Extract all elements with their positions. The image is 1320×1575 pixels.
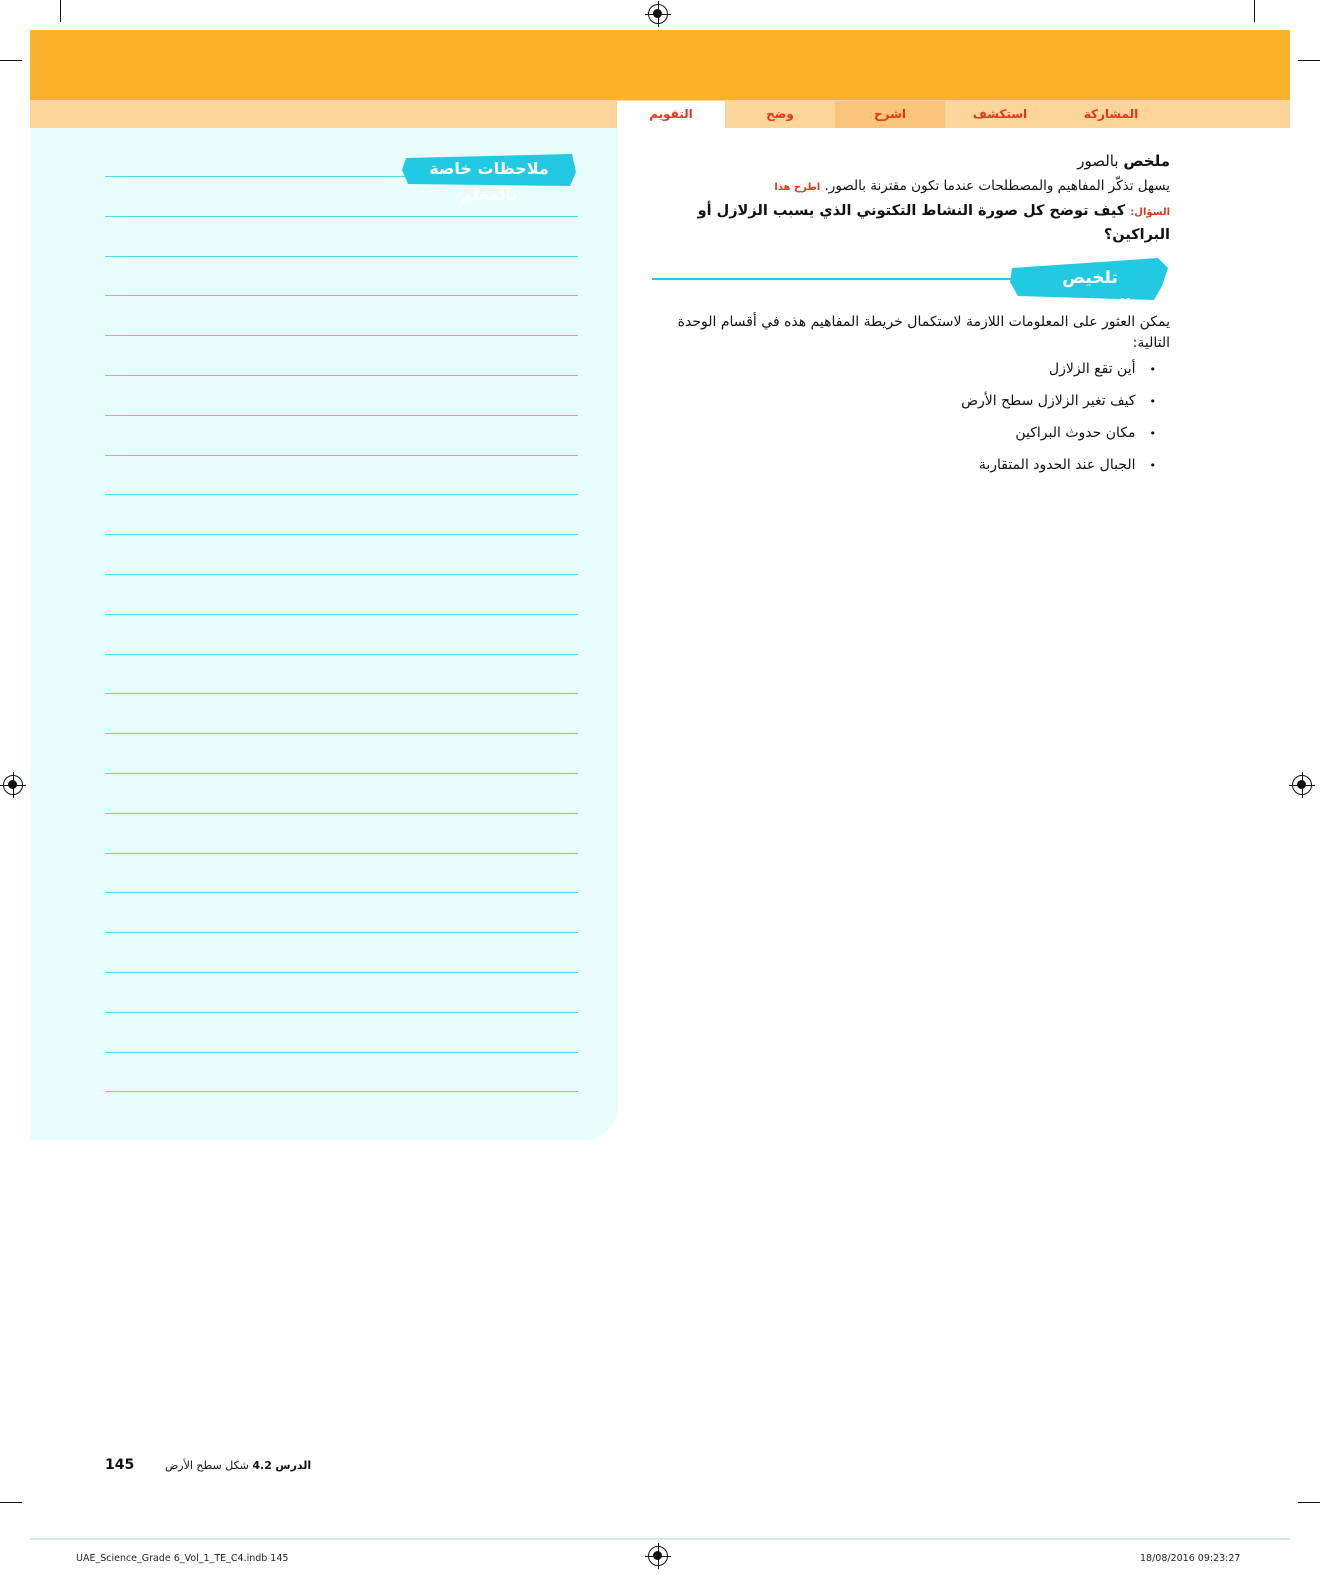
note-line — [105, 733, 578, 734]
note-line — [105, 693, 578, 694]
header-band — [30, 30, 1290, 102]
list-item — [650, 452, 1156, 484]
note-line — [105, 574, 578, 575]
list-item-text: أين تقع الزلازل — [1048, 361, 1136, 377]
crop-mark — [0, 60, 22, 61]
lesson-label: الدرس — [275, 1459, 312, 1472]
summary-section — [650, 150, 1170, 246]
check-list — [650, 356, 1156, 484]
say-aloud-label: اطرح هذا — [774, 182, 821, 193]
list-item — [650, 356, 1156, 388]
tab-elaborate[interactable]: اشرح — [835, 101, 945, 128]
registration-mark-icon — [1292, 775, 1312, 795]
section-rule — [652, 278, 1012, 280]
lesson-number: 4.2 — [252, 1459, 272, 1472]
tab-evaluate[interactable]: التقويم — [617, 101, 725, 128]
slug-file-name: UAE_Science_Grade 6_Vol_1_TE_C4.indb 145 — [76, 1553, 289, 1564]
registration-mark-icon — [648, 1546, 668, 1566]
crop-mark — [60, 0, 61, 22]
list-item-text: مكان حدوث البراكين — [1015, 425, 1136, 441]
note-line — [105, 494, 578, 495]
lesson-title: شكل سطح الأرض — [165, 1459, 249, 1472]
crop-mark — [1298, 60, 1320, 61]
note-line — [105, 932, 578, 933]
registration-mark-icon — [648, 4, 668, 24]
note-line — [105, 1052, 578, 1053]
crop-mark — [1254, 0, 1255, 22]
note-line — [105, 176, 405, 177]
note-line — [105, 216, 578, 217]
list-item — [650, 388, 1156, 420]
page-footer — [105, 1457, 365, 1477]
check-concepts-title: تلخيص المفاهيم! — [1048, 268, 1132, 316]
question-text: كيف توضح كل صورة النشاط التكتوني الذي يسبب الزلازل أو البراكين؟ — [697, 203, 1170, 243]
list-item-text: الجبال عند الحدود المتقاربة — [978, 457, 1136, 473]
note-line — [105, 614, 578, 615]
crop-mark — [1298, 1502, 1320, 1503]
check-intro-text: يمكن العثور على المعلومات اللازمة لاستكمال خريطة المفاهيم هذه في أقسام الوحدة التالية: — [677, 314, 1170, 351]
slug-rule — [30, 1538, 1290, 1540]
note-line — [105, 813, 578, 814]
note-line — [105, 256, 578, 257]
note-line — [105, 534, 578, 535]
note-line — [105, 415, 578, 416]
summary-heading-rest: بالصور — [1077, 152, 1119, 170]
slug-timestamp: 18/08/2016 09:23:27 — [1140, 1553, 1241, 1564]
teacher-notes-title: ملاحظات خاصة بالمعلم — [429, 159, 549, 204]
summary-heading — [650, 152, 1170, 170]
note-line — [105, 892, 578, 893]
list-item-text: كيف تغير الزلازل سطح الأرض — [961, 393, 1136, 409]
note-line — [105, 375, 578, 376]
note-line — [105, 295, 578, 296]
summary-heading-bold: ملخص — [1123, 152, 1170, 170]
list-item — [650, 420, 1156, 452]
note-line — [105, 654, 578, 655]
tab-explore[interactable]: استكشف — [972, 107, 1028, 121]
summary-text: يسهل تذكّر المفاهيم والمصطلحات عندما تكون مقترنة بالصور. — [824, 178, 1170, 194]
note-line — [105, 773, 578, 774]
lesson-reference — [165, 1459, 311, 1472]
note-line — [105, 335, 578, 336]
note-line — [105, 853, 578, 854]
note-line — [105, 1012, 578, 1013]
teacher-notes-panel — [30, 128, 618, 1140]
page-number: 145 — [105, 1457, 135, 1473]
note-line — [105, 972, 578, 973]
summary-body — [650, 176, 1170, 198]
registration-mark-icon — [3, 775, 23, 795]
crop-mark — [0, 1502, 22, 1503]
question-label: السؤال: — [1130, 207, 1170, 218]
summary-question — [650, 200, 1170, 246]
tab-explain[interactable]: وضح — [766, 107, 794, 121]
note-line — [105, 1091, 578, 1092]
note-line — [105, 455, 578, 456]
tab-engage[interactable]: المشاركة — [1083, 107, 1139, 121]
